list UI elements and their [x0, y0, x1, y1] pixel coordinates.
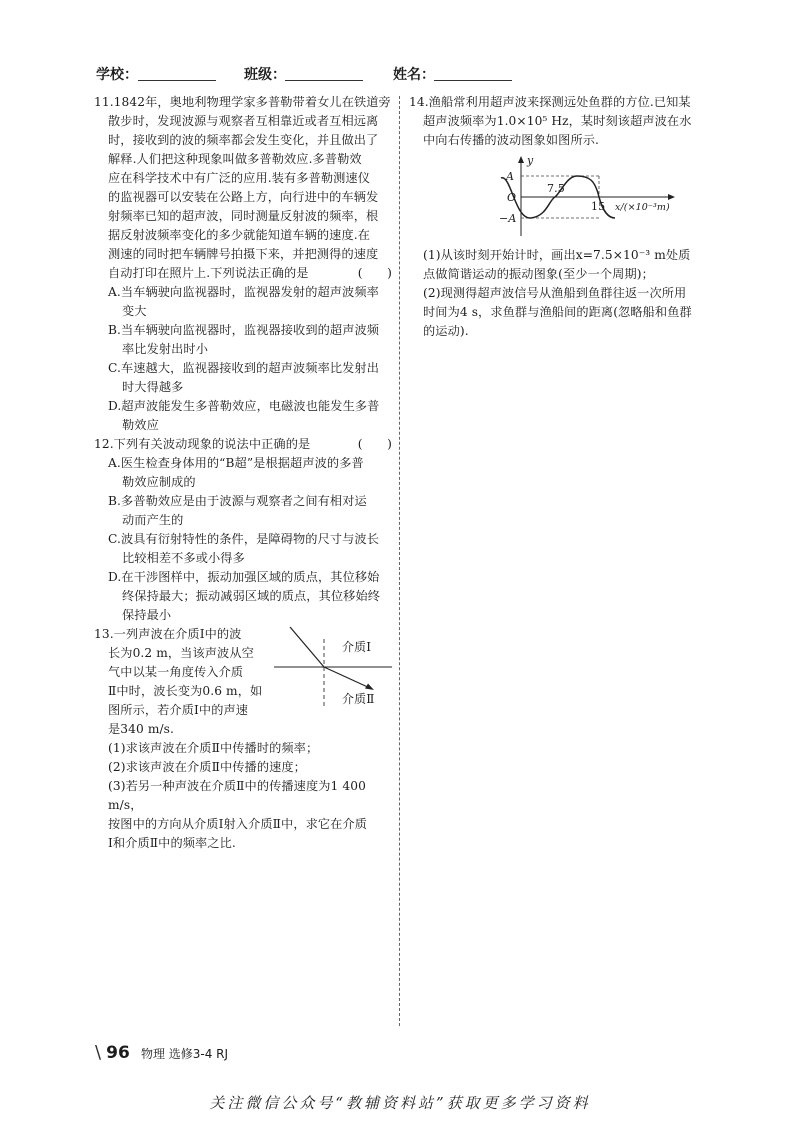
- q11-line: 解释.人们把这种现象叫做多普勒效应.多普勒效: [108, 152, 362, 166]
- wave-graph: [491, 154, 681, 240]
- q14-sub-2: (2)现测得超声波信号从渔船到鱼群往返一次所用: [423, 286, 687, 300]
- q11-line: 应在科学技术中有广泛的应用.装有多普勒测速仪: [108, 171, 371, 185]
- amp-pos-label: A: [506, 170, 515, 183]
- q13-line: 13.一列声波在介质Ⅰ中的波: [94, 627, 242, 641]
- refraction-figure: [270, 625, 392, 709]
- q11-line: 11.1842年，奥地利物理学家多普勒带着女儿在铁道旁: [94, 95, 391, 109]
- q11-option-c[interactable]: C.车速越大，监视器接收到的超声波频率比发射出: [108, 361, 380, 375]
- q11-line: [94, 264, 392, 283]
- medium-1-label: 介质Ⅰ: [342, 640, 372, 654]
- q14-line: 14.渔船常利用超声波来探测远处鱼群的方位.已知某: [409, 95, 691, 109]
- q11-stem-end: 自动打印在照片上.下列说法正确的是: [108, 266, 309, 280]
- class-label: 班级：: [244, 67, 286, 83]
- school-label: 学校：: [96, 67, 138, 83]
- bottom-promo-note: 关注微信公众号“教辅资料站”获取更多学习资料: [209, 1094, 591, 1112]
- q13-line: 图所示，若介质Ⅰ中的声速: [108, 703, 249, 717]
- q12-stem: 12.下列有关波动现象的说法中正确的是: [94, 437, 311, 451]
- column-divider: [399, 96, 400, 1026]
- q12-option-a[interactable]: A.医生检查身体用的“B超”是根据超声波的多普: [108, 456, 364, 470]
- q12-stem-line: [94, 435, 392, 454]
- page-number: 96: [106, 1043, 130, 1063]
- question-12: [94, 435, 392, 625]
- left-column: [94, 93, 392, 853]
- q12-option-b-cont: 动而产生的: [122, 513, 184, 527]
- page-footer: [95, 1042, 228, 1063]
- q11-option-a-cont: 变大: [122, 304, 147, 318]
- q12-option-d-cont: 终保持最大；振动减弱区域的质点，其位移始终: [122, 589, 381, 603]
- footer-subject: 物理 选修3-4 RJ: [140, 1047, 229, 1061]
- q11-option-b[interactable]: B.当车辆驶向监视器时，监视器接收到的超声波频: [108, 323, 380, 337]
- tick-15-label: 15: [591, 200, 606, 213]
- name-blank[interactable]: [434, 80, 512, 81]
- question-11: [94, 93, 392, 435]
- q11-option-b-cont: 率比发射出时小: [122, 342, 209, 356]
- q14-sub-2-cont: 的运动).: [423, 324, 469, 338]
- y-axis-arrow: [518, 156, 524, 163]
- q12-answer-bracket[interactable]: ( ): [357, 437, 392, 451]
- q14-sub-1-cont: 点做简谐运动的振动图象(至少一个周期)；: [423, 267, 654, 281]
- q13-sub-1: (1)求该声波在介质Ⅱ中传播时的频率；: [108, 741, 319, 755]
- q11-option-c-cont: 时大得越多: [122, 380, 184, 394]
- q12-option-d[interactable]: D.在干涉图样中，振动加强区域的质点，其位移始: [108, 570, 380, 584]
- q13-line: Ⅱ中时，波长变为0.6 m，如: [108, 684, 263, 698]
- q14-line: 中向右传播的波动图象如图所示.: [423, 133, 599, 147]
- q12-option-b[interactable]: B.多普勒效应是由于波源与观察者之间有相对运: [108, 494, 367, 508]
- class-blank[interactable]: [285, 80, 363, 81]
- incident-ray: [290, 627, 324, 667]
- question-14: [409, 93, 709, 341]
- q12-option-a-cont: 勒效应制成的: [122, 475, 196, 489]
- q11-answer-bracket[interactable]: ( ): [357, 266, 392, 280]
- q11-line: 时，接收到的波的频率都会发生变化，并且做出了: [108, 133, 379, 147]
- q13-sub-3-cont: 按图中的方向从介质Ⅰ射入介质Ⅱ中，求它在介质: [108, 817, 368, 831]
- ray-arrowhead: [365, 684, 374, 691]
- question-13: [94, 625, 392, 853]
- medium-2-label: 介质Ⅱ: [342, 692, 375, 706]
- y-axis-label: y: [527, 154, 534, 167]
- x-axis-arrow: [668, 194, 675, 200]
- q11-line: 射频率已知的超声波，同时测量反射波的频率，根: [108, 209, 379, 223]
- q13-line: 长为0.2 m，当该声波从空: [108, 646, 254, 660]
- x-axis-label: x/(×10⁻³m): [615, 202, 670, 213]
- q11-option-a[interactable]: A.当车辆驶向监视器时，监视器发射的超声波频率: [108, 285, 379, 299]
- q12-option-d-cont: 保持最小: [122, 608, 172, 622]
- school-blank[interactable]: [138, 80, 216, 81]
- q14-line: 超声波频率为1.0×10⁵ Hz，某时刻该超声波在水: [423, 114, 692, 128]
- q11-line: 据反射波频率变化的多少就能知道车辆的速度.在: [108, 228, 371, 242]
- q13-line: 气中以某一角度传入介质: [108, 665, 244, 679]
- q14-sub-2-cont: 时间为4 s，求鱼群与渔船间的距离(忽略船和鱼群: [423, 305, 692, 319]
- q13-sub-3: (3)若另一种声波在介质Ⅱ中的传播速度为1 400 m/s，: [108, 779, 366, 812]
- q14-sub-1: (1)从该时刻开始计时，画出x=7.5×10⁻³ m处质: [423, 248, 691, 262]
- q12-option-c-cont: 比较相差不多或小得多: [122, 551, 245, 565]
- right-column: [409, 93, 709, 341]
- refracted-ray: [324, 667, 372, 689]
- origin-label: O: [507, 191, 517, 204]
- q11-line: 散步时，发现波源与观察者互相靠近或者互相远离: [108, 114, 379, 128]
- q11-option-d[interactable]: D.超声波能发生多普勒效应，电磁波也能发生多普: [108, 399, 380, 413]
- amp-neg-label: −A: [499, 212, 517, 225]
- q12-option-c[interactable]: C.波具有衍射特性的条件，是障碍物的尺寸与波长: [108, 532, 380, 546]
- name-label: 姓名：: [393, 67, 435, 83]
- q13-line: 是340 m/s.: [108, 722, 175, 736]
- q11-line: 测速的同时把车辆牌号拍摄下来，并把测得的速度: [108, 247, 379, 261]
- q13-sub-2: (2)求该声波在介质Ⅱ中传播的速度；: [108, 760, 306, 774]
- q13-sub-3-cont: Ⅰ和介质Ⅱ中的频率之比.: [108, 836, 236, 850]
- q11-option-d-cont: 勒效应: [122, 418, 159, 432]
- q11-line: 的监视器可以安装在公路上方，向行进中的车辆发: [108, 190, 379, 204]
- tick-7.5-label: 7.5: [547, 182, 565, 195]
- footer-slash-icon: \: [95, 1042, 102, 1063]
